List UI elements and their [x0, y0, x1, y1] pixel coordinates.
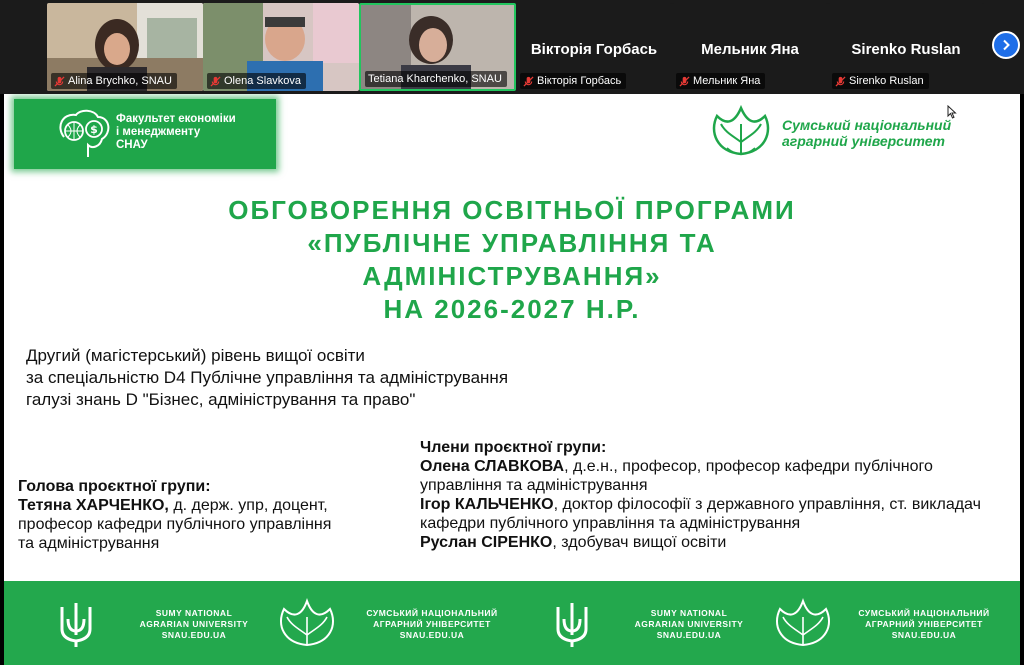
- participant-display-name: Вікторія Горбась: [530, 41, 658, 58]
- participant-tile-olena[interactable]: [203, 3, 359, 91]
- svg-text:$: $: [90, 123, 98, 136]
- footer-ginkgo-logo-icon: [768, 595, 838, 651]
- participant-name: Alina Brychko, SNAU: [68, 75, 172, 87]
- mic-muted-icon: [210, 76, 221, 87]
- participant-name: Мельник Яна: [693, 75, 761, 87]
- trident-emblem-icon: [56, 601, 96, 649]
- footer-university-ua: СУМСЬКИЙ НАЦІОНАЛЬНИЙ АГРАРНИЙ УНІВЕРСИТЕТ SNAU.EDU.UA: [366, 608, 498, 640]
- faculty-name: Факультет економіки і менеджменту СНАУ: [116, 113, 236, 151]
- participant-strip: [0, 0, 1024, 94]
- participant-name-label: [832, 73, 929, 89]
- head-description: д. держ. упр, доцент, професор кафедри публічного управління та адміністрування: [18, 497, 332, 552]
- project-group-head: [18, 477, 338, 553]
- slide-footer: [4, 581, 1020, 665]
- participant-name-label: [520, 73, 626, 89]
- chevron-right-icon: [1000, 39, 1012, 51]
- participant-tile-sirenko[interactable]: [828, 3, 984, 91]
- mic-muted-icon: [54, 76, 65, 87]
- faculty-logo-icon: [54, 109, 112, 159]
- footer-university-en: SUMY NATIONAL AGRARIAN UNIVERSITY SNAU.EDU.UA: [139, 608, 249, 640]
- head-heading: Голова проєктної групи:: [18, 478, 211, 495]
- head-name: Тетяна ХАРЧЕНКО,: [18, 497, 169, 514]
- participant-display-name: Sirenko Ruslan: [851, 41, 961, 58]
- shared-screen-slide: [4, 94, 1020, 665]
- participant-display-name: Мельник Яна: [701, 41, 799, 58]
- participant-tile-melnyk[interactable]: [672, 3, 828, 91]
- participant-tile-alina[interactable]: [47, 3, 203, 91]
- participant-name: Tetiana Kharchenko, SNAU: [368, 73, 502, 85]
- member-item-continued: управління та адміністрування: [420, 477, 648, 494]
- university-name: Сумський національний аграрний університет: [782, 117, 952, 149]
- participant-name: Sirenko Ruslan: [849, 75, 924, 87]
- mic-muted-icon: [835, 76, 846, 87]
- footer-ginkgo-logo-icon: [272, 595, 342, 651]
- mouse-cursor-icon: [947, 105, 957, 119]
- university-ginkgo-logo-icon: [707, 102, 775, 160]
- slide-title: ОБГОВОРЕННЯ ОСВІТНЬОЇ ПРОГРАМИ «ПУБЛІЧНЕ УПРАВЛІННЯ ТА АДМІНІСТРУВАННЯ» НА 2026-2027 Н.Р.: [228, 195, 796, 324]
- participant-name-label: [365, 71, 507, 87]
- footer-university-en: SUMY NATIONAL AGRARIAN UNIVERSITY SNAU.EDU.UA: [634, 608, 744, 640]
- footer-university-ua: СУМСЬКИЙ НАЦІОНАЛЬНИЙ АГРАРНИЙ УНІВЕРСИТЕТ SNAU.EDU.UA: [858, 608, 990, 640]
- participant-tile-tetiana[interactable]: [359, 3, 516, 91]
- degree-info: Другий (магістерський) рівень вищої освіти за спеціальністю D4 Публічне управління та адміністрування галузі знань D "Бізнес, адміністрування та право": [26, 346, 509, 409]
- mic-muted-icon: [523, 76, 534, 87]
- participant-name-label: [51, 73, 177, 89]
- participant-name: Olena Slavkova: [224, 75, 302, 87]
- participant-tile-viktoriia[interactable]: [516, 3, 672, 91]
- participant-name: Вікторія Горбась: [537, 75, 622, 87]
- participant-name-label: [207, 73, 306, 89]
- participant-name-label: [676, 73, 765, 89]
- faculty-banner: [14, 99, 276, 169]
- project-group-members: [420, 438, 1010, 552]
- members-heading: Члени проєктної групи:: [420, 439, 607, 456]
- mic-muted-icon: [679, 76, 690, 87]
- member-item: Руслан СІРЕНКО, здобувач вищої освіти: [420, 534, 727, 551]
- member-item: Ігор КАЛЬЧЕНКО, доктор філософії з державного управління, ст. викладач кафедри публічного управління та адміністрування: [420, 496, 981, 532]
- next-page-button[interactable]: [992, 31, 1020, 59]
- trident-emblem-icon: [552, 601, 592, 649]
- member-item: Олена СЛАВКОВА, д.е.н., професор, професор кафедри публічного: [420, 458, 933, 475]
